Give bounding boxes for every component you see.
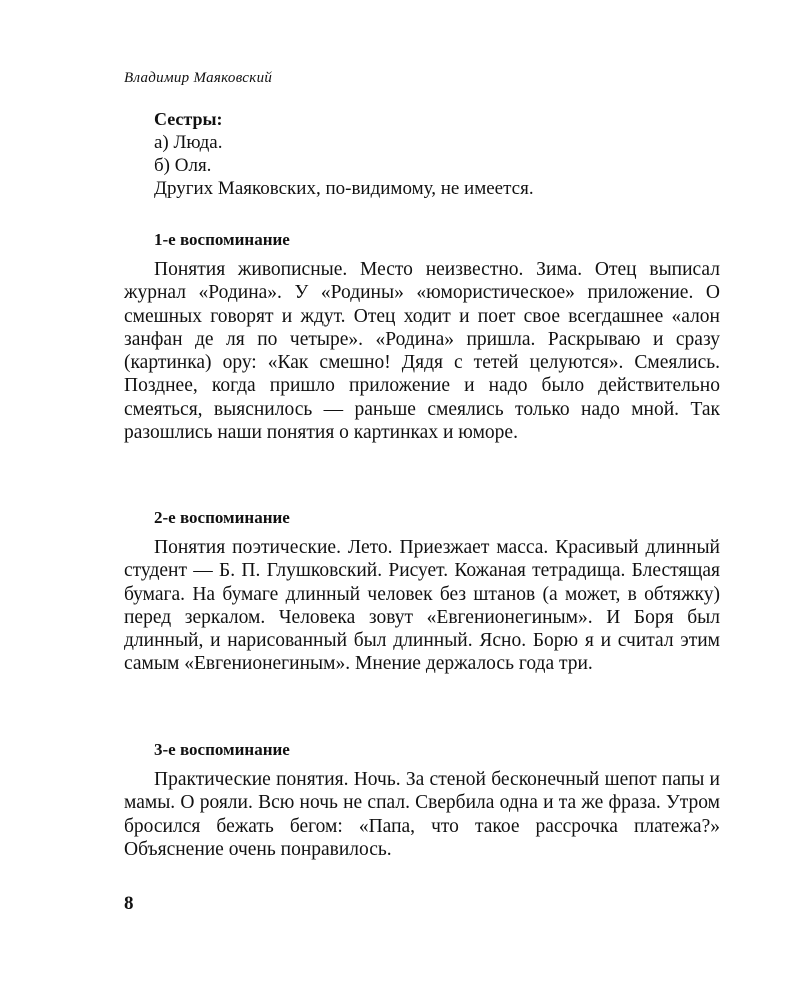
memory-section-1	[124, 228, 720, 444]
memory-section-3	[124, 738, 720, 861]
section-body: Понятия живописные. Место неизвестно. Зима. Отец выписал журнал «Родина». У «Родины» «юмористическое» приложение. О смешных говорят и ждут. Отец ходит и поет свое всегдашнее «алон занфан де ля по четыре». «Родина» пришла. Раскрываю и сразу (картинка) ору: «Как смешно! Дядя с тетей целуются». Смеялись. Позднее, когда пришло приложение и надо было действительно смеяться, выяснилось — раньше смеялись только надо мной. Так разошлись наши понятия о картинках и юморе.	[124, 259, 720, 444]
memory-section-2	[124, 506, 720, 676]
section-body: Практические понятия. Ночь. За стеной бесконечный шепот папы и мамы. О рояли. Всю ночь не спал. Свербила одна и та же фраза. Утром бросился бежать бегом: «Папа, что такое рассрочка платежа?» Объяснение очень понравилось.	[124, 769, 720, 860]
sister-item: б) Оля.	[154, 155, 212, 176]
sisters-heading: Сестры:	[154, 109, 223, 129]
section-body: Понятия поэтические. Лето. Приезжает масса. Красивый длинный студент — Б. П. Глушковский. Рисует. Кожаная тетрадища. Блестящая бумага. На бумаге длинный человек без штанов (а может, в обтяжку) перед зеркалом. Человека зовут «Евгенионегиным». И Боря был длинный, и нарисованный был длинный. Ясно. Борю я и считал этим самым «Евгенионегиным». Мнение держалось года три.	[124, 537, 720, 675]
sisters-note: Других Маяковских, по-видимому, не имеется.	[154, 178, 534, 199]
section-title: 3-е воспоминание	[154, 740, 290, 759]
running-head: Владимир Маяковский	[124, 70, 273, 86]
page-number: 8	[124, 893, 134, 914]
sisters-block	[154, 108, 734, 200]
section-title: 2-е воспоминание	[154, 508, 290, 527]
sister-item: а) Люда.	[154, 132, 223, 153]
section-title: 1-е воспоминание	[154, 230, 290, 249]
